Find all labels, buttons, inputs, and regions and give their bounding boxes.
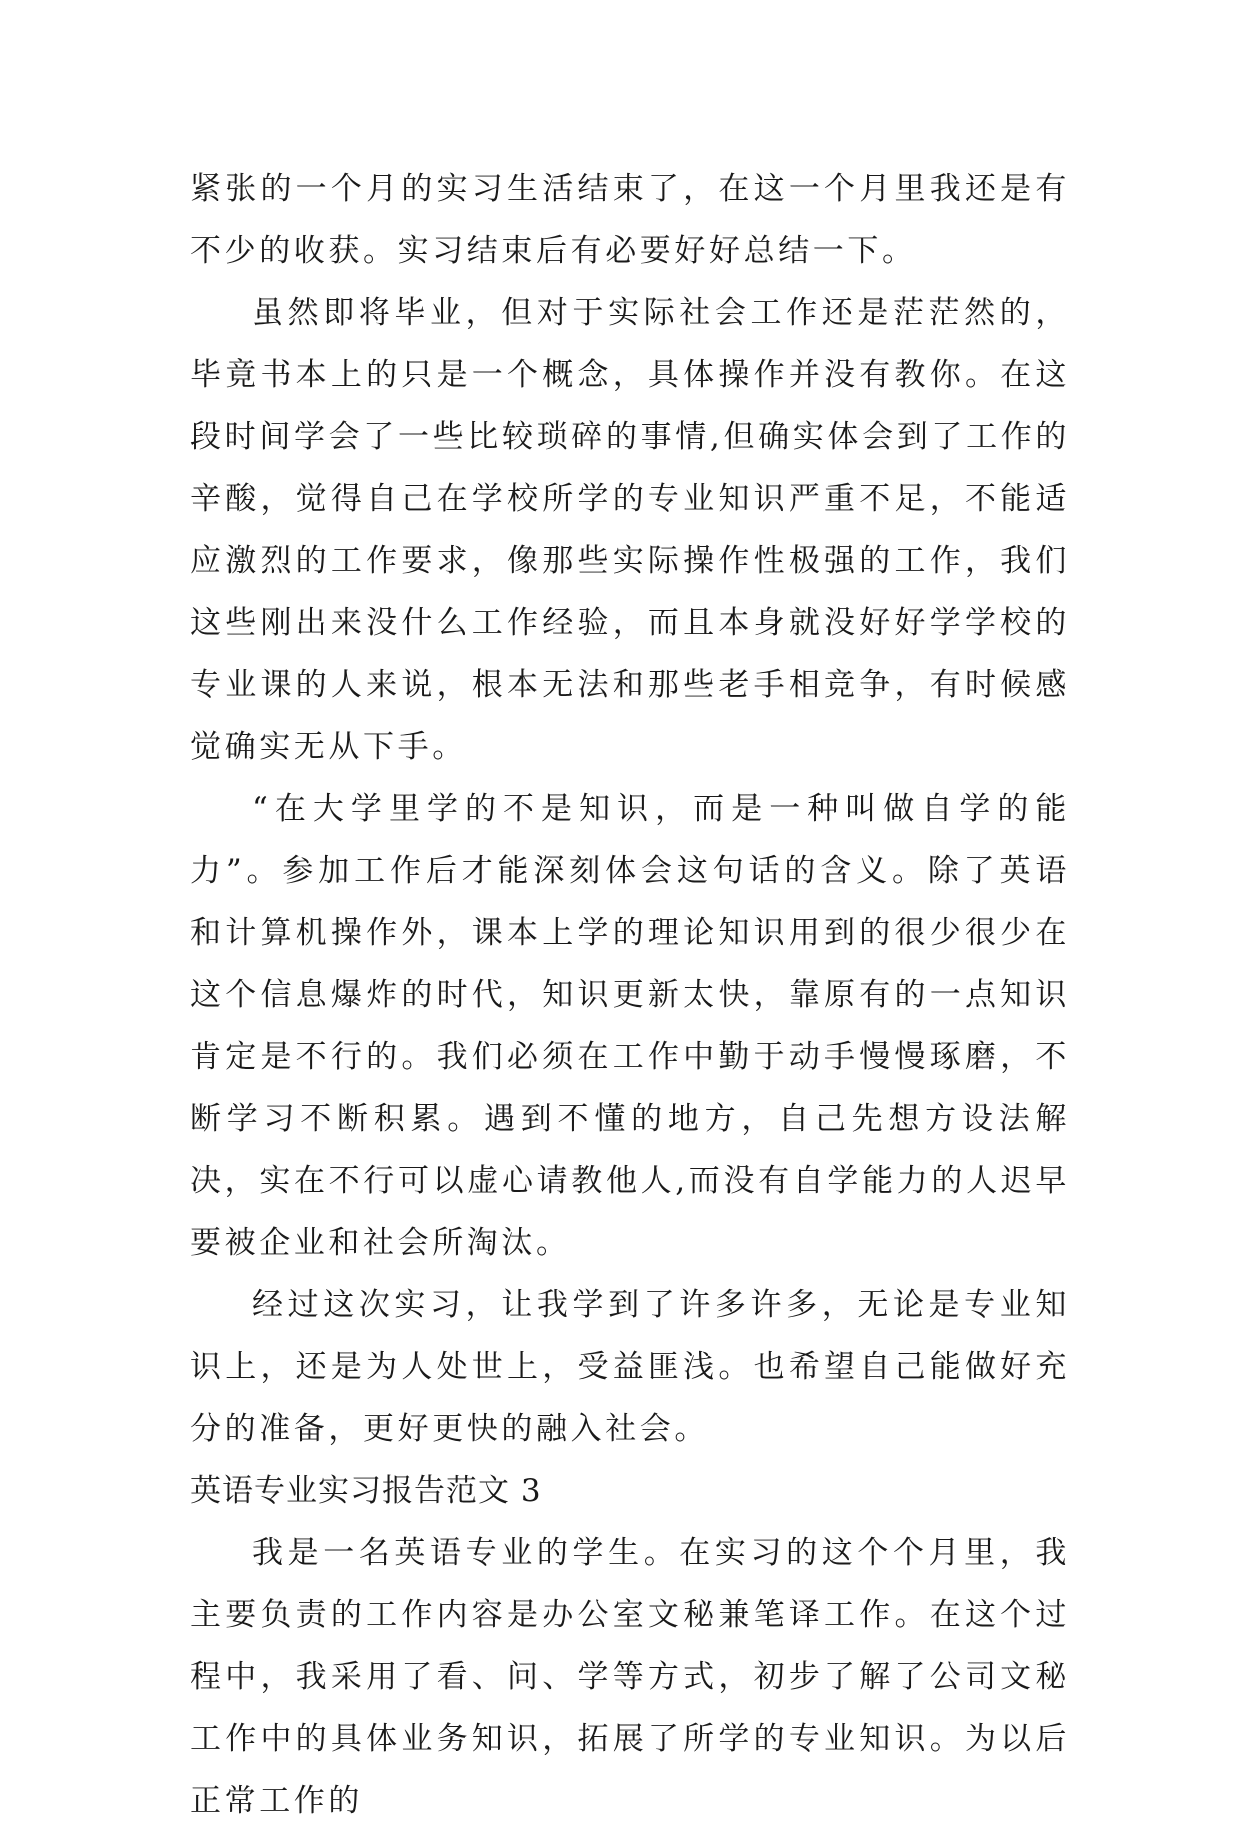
document-body: [190, 158, 1070, 1832]
paragraph-2: 虽然即将毕业，但对于实际社会工作还是茫茫然的，毕竟书本上的只是一个概念，具体操作并没有教你。在这段时间学会了一些比较琐碎的事情,但确实体会到了工作的辛酸，觉得自己在学校所学的专业知识严重不足，不能适应激烈的工作要求，像那些实际操作性极强的工作，我们这些刚出来没什么工作经验，而且本身就没好好学学校的专业课的人来说，根本无法和那些老手相竞争，有时候感觉确实无从下手。: [190, 295, 1070, 765]
paragraph-4: 经过这次实习，让我学到了许多许多，无论是专业知识上，还是为人处世上，受益匪浅。也希望自己能做好充分的准备，更好更快的融入社会。: [190, 1287, 1070, 1447]
paragraph-3: “在大学里学的不是知识，而是一种叫做自学的能力”。参加工作后才能深刻体会这句话的含义。除了英语和计算机操作外，课本上学的理论知识用到的很少很少在这个信息爆炸的时代，知识更新太快，靠原有的一点知识肯定是不行的。我们必须在工作中勤于动手慢慢琢磨，不断学习不断积累。遇到不懂的地方，自己先想方设法解决，实在不行可以虚心请教他人,而没有自学能力的人迟早要被企业和社会所淘汰。: [190, 791, 1070, 1261]
paragraph-5: 我是一名英语专业的学生。在实习的这个个月里，我主要负责的工作内容是办公室文秘兼笔译工作。在这个过程中，我采用了看、问、学等方式，初步了解了公司文秘工作中的具体业务知识，拓展了所学的专业知识。为以后正常工作的: [190, 1535, 1070, 1819]
section-heading: 英语专业实习报告范文 3: [190, 1473, 542, 1509]
paragraph-1: 紧张的一个月的实习生活结束了，在这一个月里我还是有不少的收获。实习结束后有必要好好总结一下。: [190, 171, 1070, 269]
